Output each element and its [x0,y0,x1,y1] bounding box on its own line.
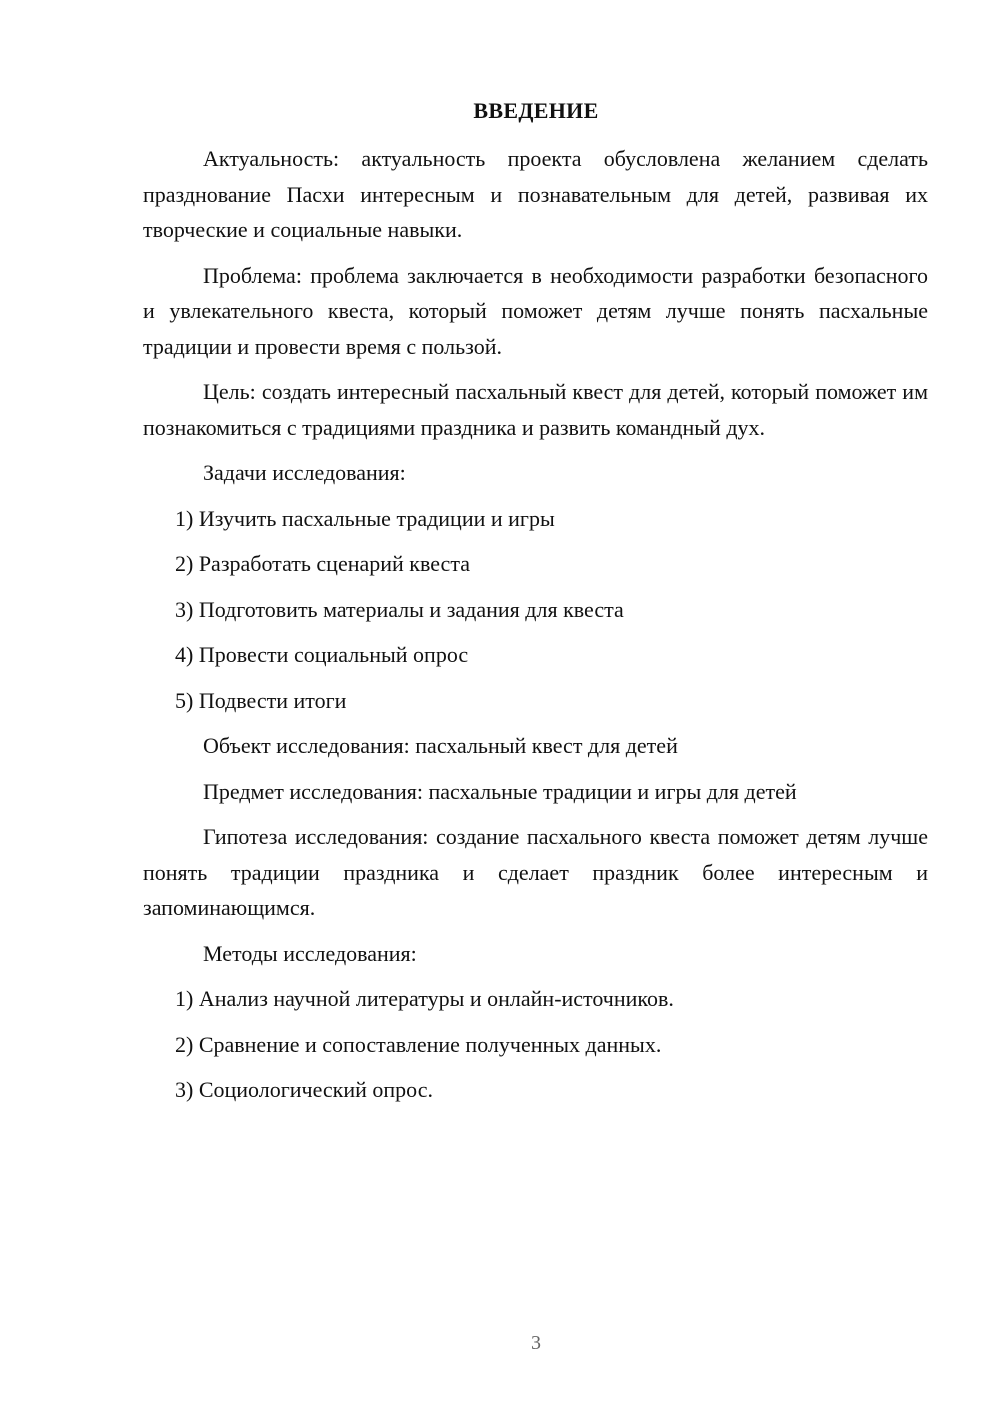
document-body [143,141,928,1118]
problem-paragraph: Проблема: проблема заключается в необходимости разработки безопасного и увлекательного квеста, который поможет детям лучше понять пасхальные традиции и провести время с пользой. [143,262,928,359]
goal-paragraph: Цель: создать интересный пасхальный квест для детей, который поможет им познакомиться с традициями праздника и развить командный дух. [143,379,928,440]
page-number: 3 [531,1332,541,1354]
task-item: 2) Разработать сценарий квеста [175,551,470,576]
method-item: 1) Анализ научной литературы и онлайн-источников. [175,986,674,1011]
tasks-heading: Задачи исследования: [203,460,406,485]
object-line: Объект исследования: пасхальный квест для детей [203,733,678,758]
hypothesis-paragraph: Гипотеза исследования: создание пасхального квеста поможет детям лучше понять традиции праздника и сделает праздник более интересным и запоминающимся. [143,824,928,920]
task-item: 3) Подготовить материалы и задания для квеста [175,596,624,622]
method-item: 3) Социологический опрос. [175,1077,433,1102]
page-title: ВВЕДЕНИЕ [473,98,599,123]
task-item: 5) Подвести итоги [175,687,347,713]
subject-line: Предмет исследования: пасхальные традиции и игры для детей [203,778,797,804]
methods-heading: Методы исследования: [203,940,417,966]
method-item: 2) Сравнение и сопоставление полученных данных. [175,1031,662,1057]
actuality-paragraph: Актуальность: актуальность проекта обусловлена желанием сделать празднование Пасхи интересным и познавательным для детей, развивая их творческие и социальные навыки. [143,146,928,242]
task-item: 1) Изучить пасхальные традиции и игры [175,505,555,531]
task-item: 4) Провести социальный опрос [175,642,469,667]
